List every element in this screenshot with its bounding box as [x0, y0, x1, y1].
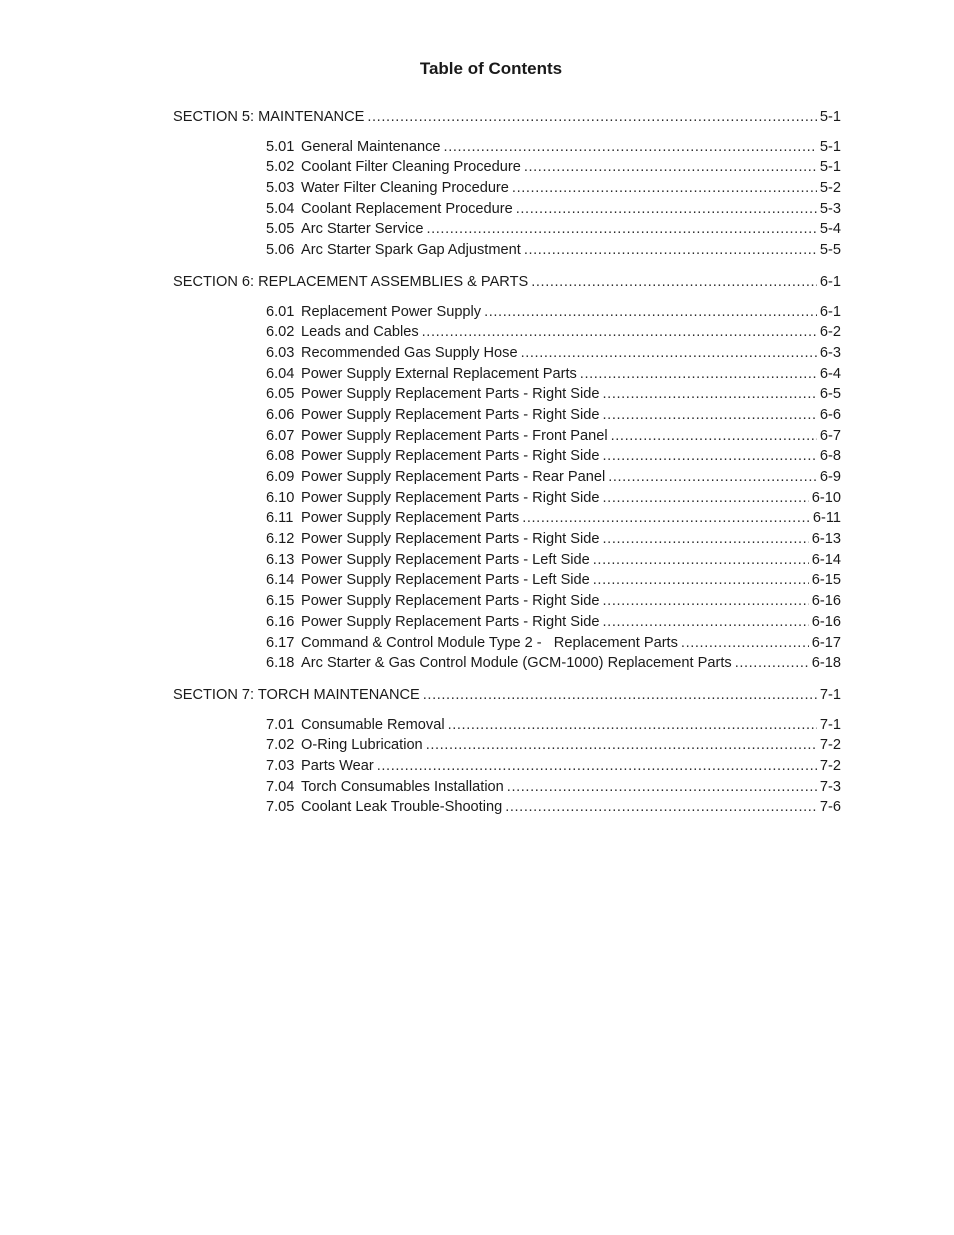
leader-dots — [593, 570, 809, 591]
page-number: 6-8 — [819, 448, 841, 465]
leader-dots — [603, 529, 809, 550]
entry-label: Power Supply Replacement Parts - Right Side — [301, 448, 600, 465]
entry-label: General Maintenance — [301, 138, 441, 155]
leader-dots — [603, 405, 817, 426]
entry-number: 7.01 — [266, 716, 295, 733]
leader-dots — [603, 384, 817, 405]
entry-label: Power Supply Replacement Parts - Right Side — [301, 406, 600, 423]
toc-entry[interactable] — [266, 797, 841, 818]
page-number: 6-16 — [811, 613, 841, 630]
leader-dots — [505, 797, 817, 818]
entry-number: 6.17 — [266, 634, 295, 651]
toc-entry[interactable] — [266, 633, 841, 654]
toc-entry[interactable] — [266, 550, 841, 571]
leader-dots — [423, 685, 817, 706]
page-number: 6-16 — [811, 593, 841, 610]
toc-entry[interactable] — [266, 199, 841, 220]
toc-entry[interactable] — [266, 653, 841, 674]
leader-dots — [611, 426, 817, 447]
page-number: 7-2 — [819, 757, 841, 774]
entry-number: 6.09 — [266, 469, 295, 485]
toc-section — [0, 272, 954, 674]
entry-label: Power Supply Replacement Parts - Rear Panel — [301, 469, 606, 485]
page-number: 5-5 — [819, 242, 841, 259]
leader-dots — [522, 508, 810, 529]
toc-entry[interactable] — [266, 322, 841, 343]
entry-number: 6.14 — [266, 572, 295, 589]
entry-number: 6.02 — [266, 324, 295, 341]
entry-label: Power Supply External Replacement Parts — [301, 365, 577, 382]
entry-number: 6.13 — [266, 551, 295, 568]
toc-entry[interactable] — [266, 178, 841, 199]
page-number: 6-14 — [811, 551, 841, 568]
entry-number: 5.01 — [266, 138, 295, 155]
toc-entry[interactable] — [266, 715, 841, 736]
page-number: 5-4 — [819, 221, 841, 238]
entry-number: 7.03 — [266, 757, 295, 774]
entry-label: Power Supply Replacement Parts - Right Side — [301, 613, 600, 630]
entry-number: 6.08 — [266, 448, 295, 465]
entry-number: 5.04 — [266, 200, 295, 217]
leader-dots — [377, 756, 817, 777]
entry-number: 5.02 — [266, 159, 295, 176]
page-number: 5-1 — [819, 138, 841, 155]
leader-dots — [444, 137, 817, 158]
leader-dots — [593, 550, 809, 571]
page-number: 6-6 — [819, 406, 841, 423]
page-number: 6-15 — [811, 572, 841, 589]
entry-label: Recommended Gas Supply Hose — [301, 344, 518, 361]
entry-label: Leads and Cables — [301, 324, 419, 341]
entry-label: Torch Consumables Installation — [301, 778, 504, 795]
leader-dots — [524, 240, 817, 261]
toc-entry[interactable] — [266, 384, 841, 405]
entry-number: 6.06 — [266, 406, 295, 423]
toc-entry[interactable] — [266, 508, 841, 529]
leader-dots — [603, 446, 817, 467]
entry-label: Arc Starter Spark Gap Adjustment — [301, 242, 521, 259]
toc-entry[interactable] — [266, 157, 841, 178]
leader-dots — [367, 107, 817, 128]
page-number: 7-1 — [819, 686, 841, 703]
leader-dots — [524, 157, 817, 178]
toc-entry[interactable] — [266, 219, 841, 240]
toc-section-heading[interactable] — [173, 272, 841, 293]
page-number: 5-1 — [819, 159, 841, 176]
entry-label: Power Supply Replacement Parts - Front Panel — [301, 427, 608, 444]
toc-entry[interactable] — [266, 467, 841, 488]
page-number: 5-2 — [819, 180, 841, 197]
page-number: 7-3 — [819, 778, 841, 795]
page-number: 6-4 — [819, 365, 841, 382]
entry-label: O-Ring Lubrication — [301, 737, 423, 754]
entry-label: Coolant Leak Trouble-Shooting — [301, 799, 503, 816]
leader-dots — [521, 343, 817, 364]
page-number: 5-1 — [819, 109, 841, 125]
page-number: 6-13 — [811, 531, 841, 548]
toc-entry[interactable] — [266, 777, 841, 798]
entry-number: 7.04 — [266, 778, 295, 795]
toc-section — [0, 685, 954, 818]
entry-label: Coolant Filter Cleaning Procedure — [301, 159, 521, 176]
entry-label: Replacement Power Supply — [301, 303, 482, 320]
leader-dots — [735, 653, 809, 674]
entry-number: 7.02 — [266, 737, 295, 754]
page-number: 6-18 — [811, 655, 841, 672]
page-number: 6-2 — [819, 324, 841, 341]
page-number: 7-1 — [819, 716, 841, 733]
toc-entry[interactable] — [266, 488, 841, 509]
toc-entry[interactable] — [266, 529, 841, 550]
entry-number: 5.05 — [266, 221, 295, 238]
toc-entry[interactable] — [266, 756, 841, 777]
toc-section — [0, 107, 954, 261]
leader-dots — [426, 735, 817, 756]
table-of-contents — [0, 107, 954, 818]
entry-label: Power Supply Replacement Parts — [301, 510, 520, 527]
toc-entry[interactable] — [266, 240, 841, 261]
entry-number: 7.05 — [266, 799, 295, 816]
entry-number: 6.10 — [266, 489, 295, 506]
leader-dots — [426, 219, 816, 240]
page-title: Table of Contents — [419, 59, 563, 78]
entry-number: 6.03 — [266, 344, 295, 361]
entry-number: 5.03 — [266, 180, 295, 197]
entry-label: Arc Starter Service — [301, 221, 424, 238]
toc-entry[interactable] — [266, 446, 841, 467]
toc-entry[interactable] — [266, 343, 841, 364]
leader-dots — [580, 364, 817, 385]
entry-number: 6.11 — [266, 510, 294, 527]
entry-number: 6.01 — [266, 303, 295, 320]
toc-entry[interactable] — [266, 735, 841, 756]
entry-number: 6.05 — [266, 386, 295, 403]
toc-entry[interactable] — [266, 570, 841, 591]
page-number: 7-2 — [819, 737, 841, 754]
entry-number: 6.15 — [266, 593, 295, 610]
entry-label: Power Supply Replacement Parts - Right Side — [301, 489, 600, 506]
page-number: 6-10 — [811, 489, 841, 506]
leader-dots — [531, 272, 817, 293]
leader-dots — [516, 199, 817, 220]
toc-entry[interactable] — [266, 302, 841, 323]
entry-label: Power Supply Replacement Parts - Left Side — [301, 572, 590, 589]
entry-label: Arc Starter & Gas Control Module (GCM-1000) Replacement Parts — [301, 655, 732, 672]
leader-dots — [608, 467, 817, 488]
leader-dots — [484, 302, 817, 323]
section-label: SECTION 6: REPLACEMENT ASSEMBLIES & PARTS — [173, 273, 529, 290]
page-number: 5-3 — [819, 200, 841, 217]
entry-number: 5.06 — [266, 242, 295, 259]
entry-number: 6.12 — [266, 531, 295, 548]
leader-dots — [681, 633, 809, 654]
leader-dots — [422, 322, 817, 343]
entry-label: Power Supply Replacement Parts - Right Side — [301, 531, 600, 548]
section-label: SECTION 5: MAINTENANCE — [173, 109, 365, 125]
leader-dots — [603, 591, 809, 612]
page-number: 6-5 — [819, 386, 841, 403]
section-label: SECTION 7: TORCH MAINTENANCE — [173, 686, 420, 703]
entry-number: 6.04 — [266, 365, 295, 382]
toc-entry[interactable] — [266, 137, 841, 158]
leader-dots — [507, 777, 817, 798]
toc-entry[interactable] — [266, 612, 841, 633]
entry-label: Command & Control Module Type 2 - Replacement Parts — [301, 634, 678, 651]
page-number: 6-11 — [812, 510, 841, 527]
leader-dots — [603, 612, 809, 633]
leader-dots — [603, 488, 809, 509]
entry-number: 6.07 — [266, 427, 295, 444]
entry-label: Coolant Replacement Procedure — [301, 200, 513, 217]
page-number: 6-17 — [811, 634, 841, 651]
page-number: 6-1 — [819, 303, 841, 320]
entry-label: Water Filter Cleaning Procedure — [301, 180, 509, 197]
toc-section-heading[interactable] — [173, 107, 841, 128]
entry-number: 6.18 — [266, 655, 295, 672]
entry-label: Power Supply Replacement Parts - Left Side — [301, 551, 590, 568]
entry-label: Consumable Removal — [301, 716, 445, 733]
toc-entry[interactable] — [266, 405, 841, 426]
page-number: 7-6 — [819, 799, 841, 816]
toc-entry[interactable] — [266, 426, 841, 447]
page-number: 6-7 — [819, 427, 841, 444]
toc-entry[interactable] — [266, 591, 841, 612]
page-number: 6-1 — [819, 273, 841, 290]
entry-label: Parts Wear — [301, 757, 374, 774]
page-number: 6-3 — [819, 344, 841, 361]
leader-dots — [448, 715, 817, 736]
leader-dots — [512, 178, 817, 199]
toc-entry[interactable] — [266, 364, 841, 385]
toc-section-heading[interactable] — [173, 685, 841, 706]
entry-number: 6.16 — [266, 613, 295, 630]
entry-label: Power Supply Replacement Parts - Right Side — [301, 386, 600, 403]
page-number: 6-9 — [819, 469, 841, 485]
entry-label: Power Supply Replacement Parts - Right Side — [301, 593, 600, 610]
